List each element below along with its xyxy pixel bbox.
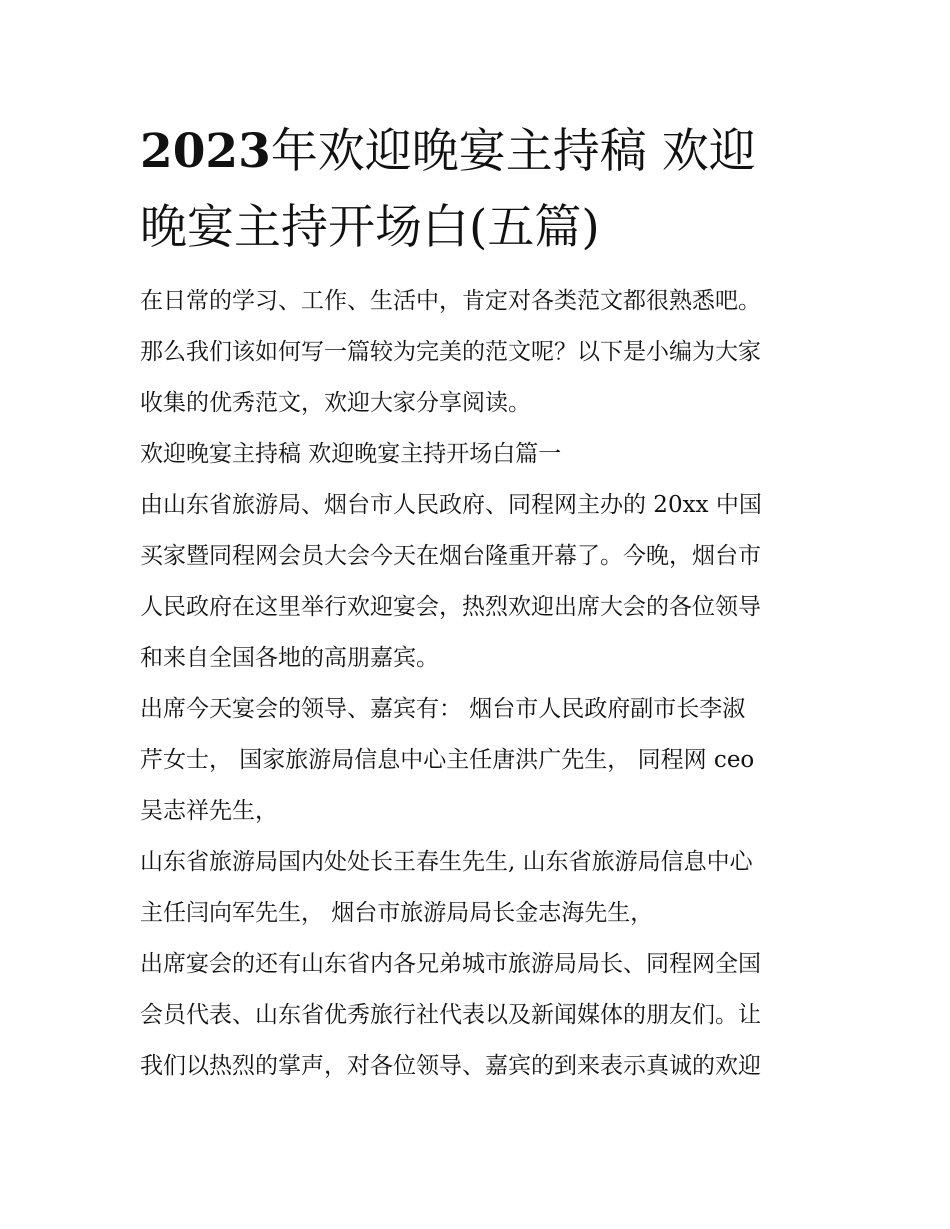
title-year: 2023 [140, 124, 271, 179]
paragraph-line: 芹女士， 国家旅游局信息中心主任唐洪广先生， 同程网 ceo [140, 747, 755, 773]
document-body [140, 276, 820, 1092]
section-heading: 欢迎晚宴主持稿 欢迎晚宴主持开场白篇一 [140, 441, 562, 467]
intro-line: 那么我们该如何写一篇较为完美的范文呢？以下是小编为大家 [140, 339, 761, 365]
paragraph-line: 由山东省旅游局、烟台市人民政府、同程网主办的 20xx 中国 [140, 492, 762, 518]
intro-line: 在日常的学习、工作、生活中，肯定对各类范文都很熟悉吧。 [140, 288, 761, 314]
paragraph-line: 出席宴会的还有山东省内各兄弟城市旅游局局长、同程网全国 [140, 951, 761, 977]
title-line-1: 年欢迎晚宴主持稿 欢迎 [270, 124, 756, 179]
paragraph-line: 出席今天宴会的领导、嘉宾有： 烟台市人民政府副市长李淑 [140, 696, 746, 722]
paragraph-line: 买家暨同程网会员大会今天在烟台隆重开幕了。今晚，烟台市 [140, 543, 761, 569]
paragraph-line: 和来自全国各地的高朋嘉宾。 [140, 645, 439, 671]
paragraph-line: 会员代表、山东省优秀旅行社代表以及新闻媒体的朋友们。让 [140, 1002, 761, 1028]
paragraph-line: 山东省旅游局国内处处长王春生先生, 山东省旅游局信息中心 [140, 849, 753, 875]
paragraph-line: 我们以热烈的掌声，对各位领导、嘉宾的到来表示真诚的欢迎 [140, 1053, 761, 1079]
title-line-2: 晚宴主持开场白(五篇) [140, 200, 600, 255]
intro-line: 收集的优秀范文，欢迎大家分享阅读。 [140, 390, 531, 416]
paragraph-line: 吴志祥先生， [140, 798, 278, 824]
paragraph-line: 人民政府在这里举行欢迎宴会，热烈欢迎出席大会的各位领导 [140, 594, 761, 620]
document-title [140, 114, 820, 266]
paragraph-line: 主任闫向军先生， 烟台市旅游局局长金志海先生， [140, 900, 654, 926]
